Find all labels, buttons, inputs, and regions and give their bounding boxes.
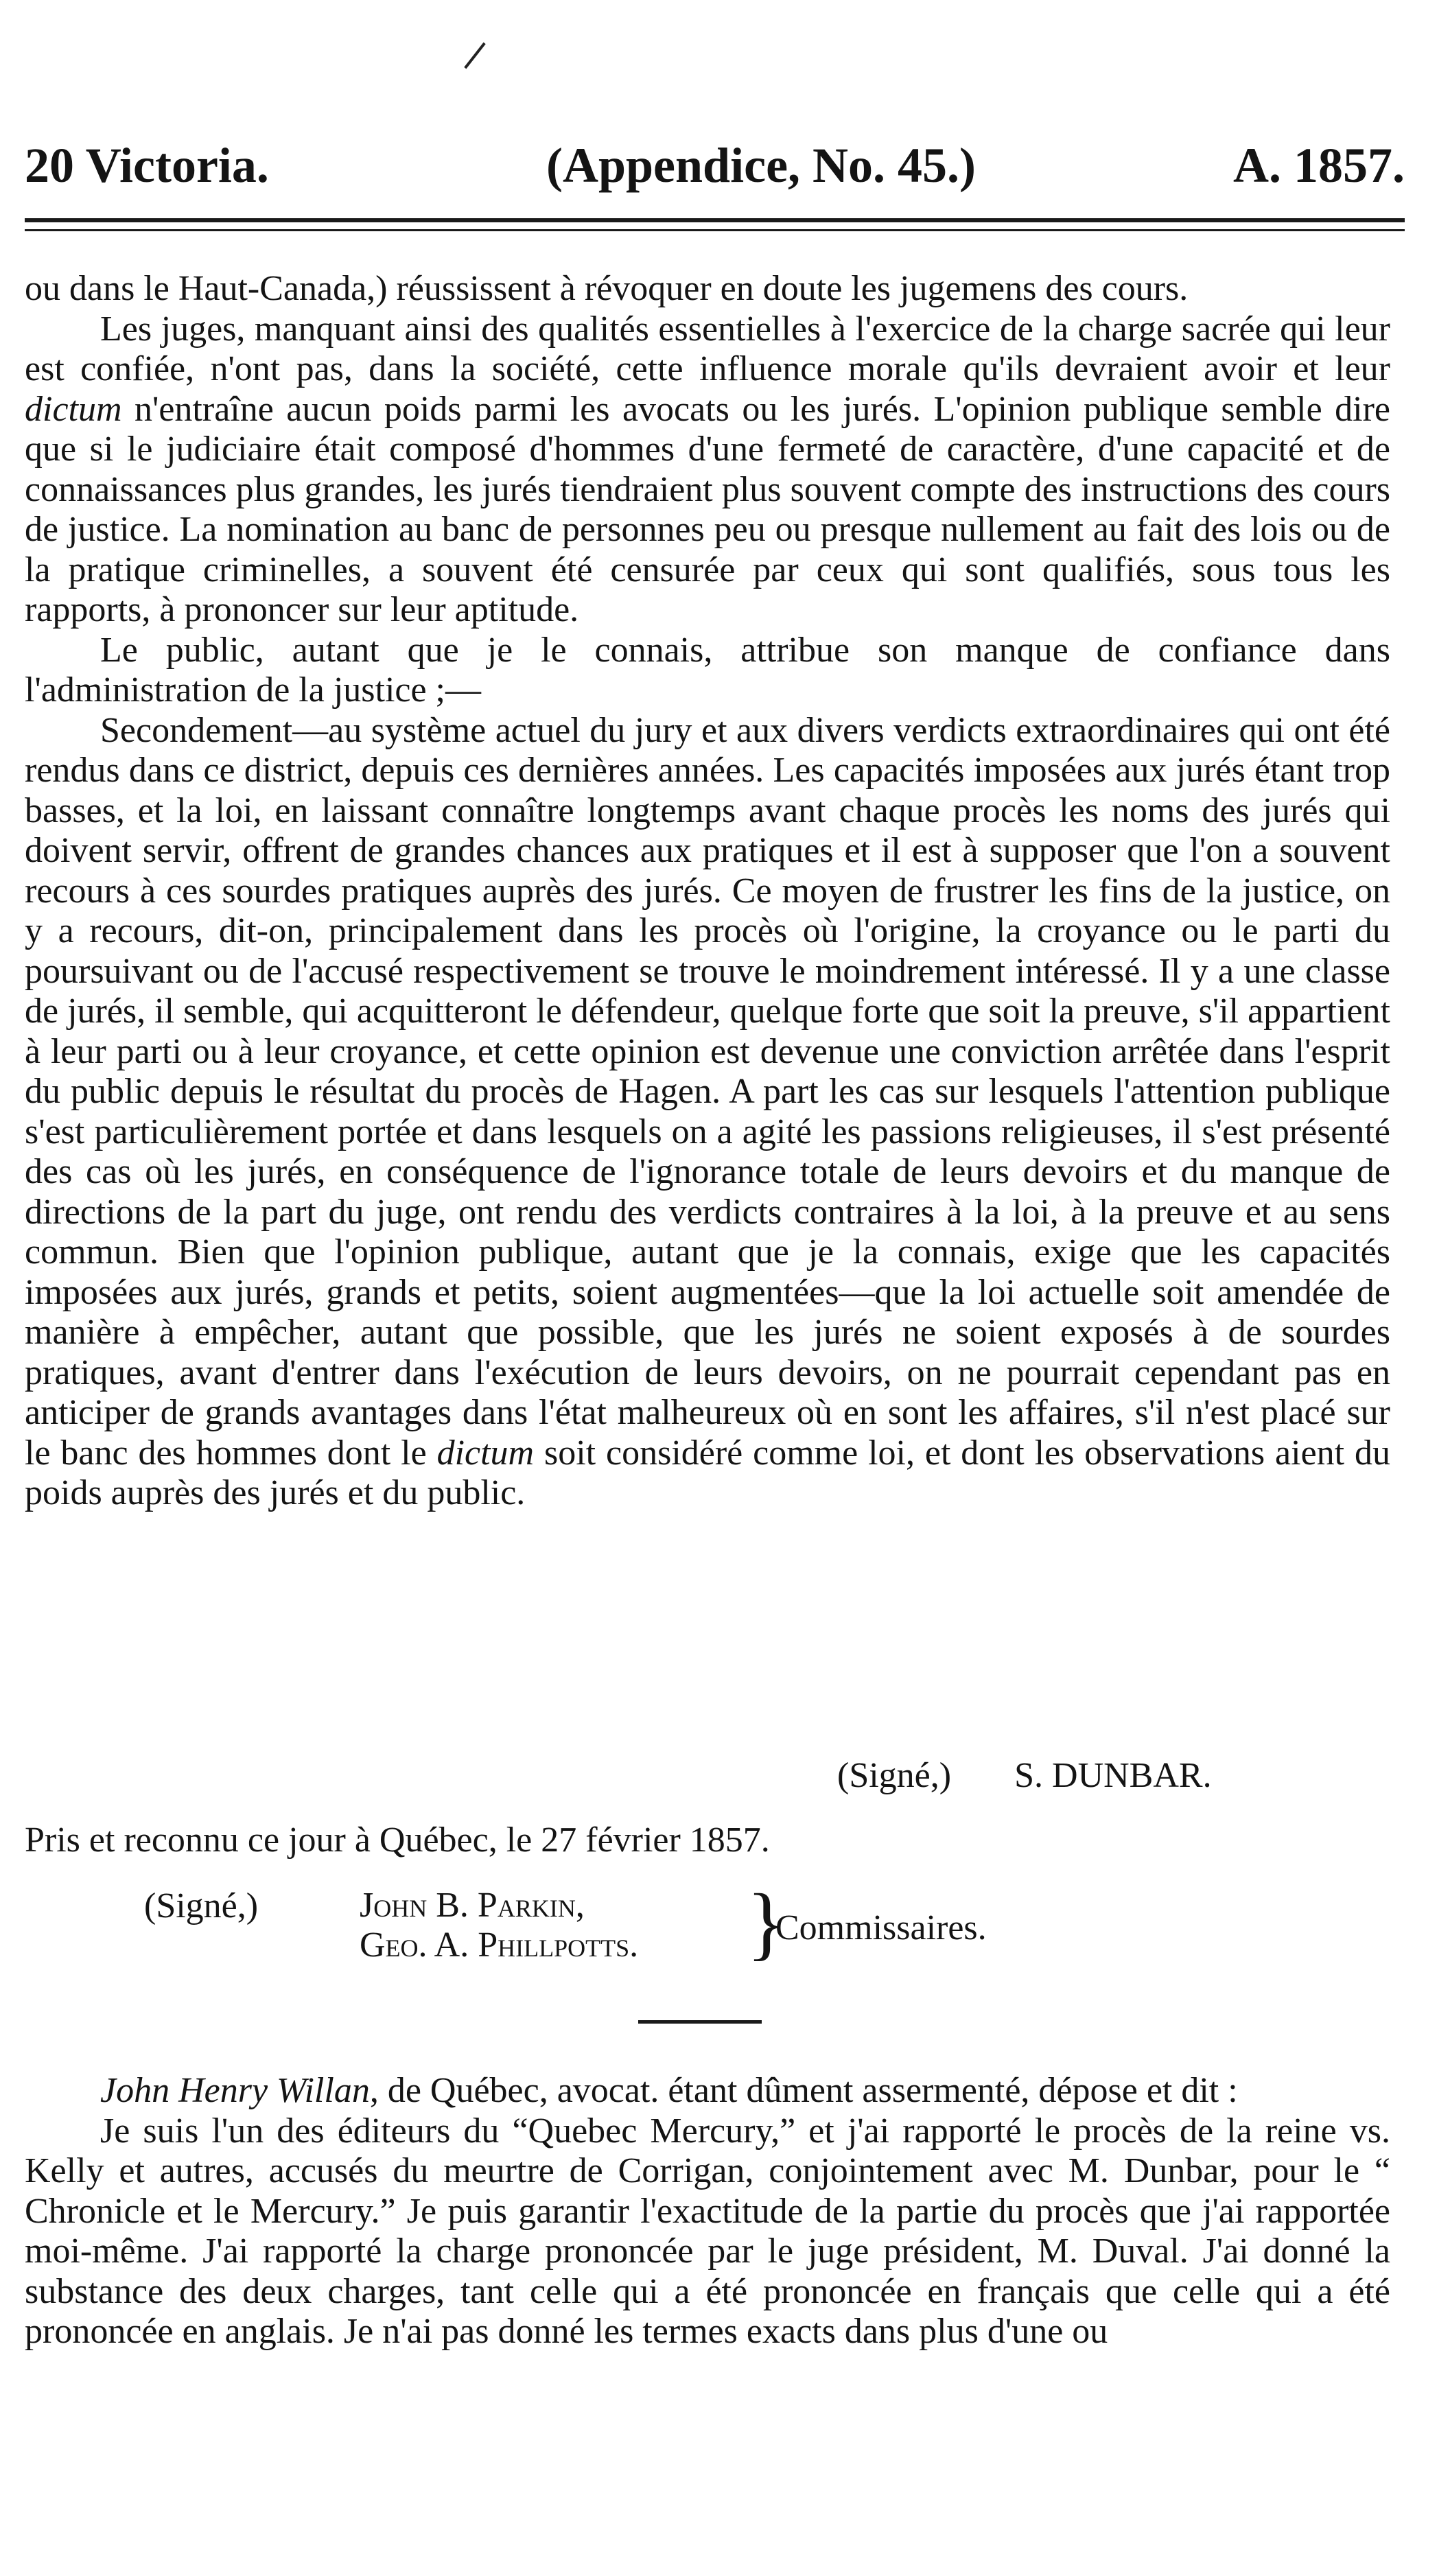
paragraph-line: ou dans le Haut-Canada,) réussissent à révoquer en doute les jugemens des cours. <box>25 269 1189 308</box>
header-left: 20 Victoria. <box>25 138 269 193</box>
signature-name: S. DUNBAR. <box>1014 1756 1212 1795</box>
text-segment: soit considéré comme loi, et dont les observations aient du poids auprès des jurés et du public. <box>25 1433 1390 1512</box>
commissioner-name: John B. Parkin, <box>360 1886 585 1925</box>
commissioners-role: Commissaires. <box>775 1908 987 1947</box>
brace-glyph: } <box>747 1877 786 1968</box>
text-segment: Le public, autant que je le connais, attribue son manque de confiance dans l'administration de la justice ;— <box>25 630 1390 710</box>
commissioner-name: Geo. A. Phillpotts. <box>360 1925 639 1965</box>
deposition-intro <box>25 2071 1390 2111</box>
signature-label: (Signé,) <box>837 1756 952 1795</box>
section-divider <box>638 2020 762 2024</box>
header-right: A. 1857. <box>1233 138 1405 193</box>
text-segment: Les juges, manquant ainsi des qualités essentielles à l'exercice de la charge sacrée qui leur est confiée, n'ont pas, dans la société, cette influence morale qu'ils devraient avoir et leur <box>25 309 1390 388</box>
pencil-tick-mark <box>464 43 485 69</box>
commissioner-names <box>360 1886 638 1965</box>
italic-dictum: dictum <box>25 389 122 429</box>
text-segment: n'entraîne aucun poids parmi les avocats ou les jurés. L'opinion publique semble dire que si le judiciaire était composé d'hommes d'une fermeté de caractère, d'une capacité et de connaissances plus grandes, les jurés tiendraient plus souvent compte des instructions des cours de justice. La nomination au banc de personnes peu ou presque nullement au fait des lois ou de la pratique criminelles, a souvent été censurée par ceux qui sont qualifiés, sous tous les rapports, à prononcer sur leur aptitude. <box>25 389 1390 629</box>
signature-block <box>837 1755 1212 1796</box>
body-text <box>25 269 1390 1514</box>
commissioners-block <box>144 1877 1105 1975</box>
taken-line: Pris et reconnu ce jour à Québec, le 27 février 1857. <box>25 1820 770 1860</box>
commissioners-label: (Signé,) <box>144 1886 259 1925</box>
deposition-paragraph: Je suis l'un des éditeurs du “Quebec Mercury,” et j'ai rapporté le procès de la reine vs. Kelly et autres, accusés du meurtre de Corrigan, conjointement avec M. Dunbar, pour le “ Chronicle et le Mercury.” Je puis garantir l'exactitude de la partie du procès que j'ai rapportée moi-même. J'ai rapporté la charge prononcée par le juge président, M. Duval. J'ai donné la substance des deux charges, tant celle qui a été prononcée en français que celle qui a été prononcée en anglais. Je n'ai pas donné les termes exacts dans plus d'une ou <box>25 2111 1390 2351</box>
paragraph-secondly <box>25 711 1390 1514</box>
text-segment: , de Québec, avocat. étant dûment assermenté, dépose et dit : <box>369 2071 1238 2110</box>
deponent-name: John Henry Willan <box>100 2071 370 2110</box>
paragraph-public <box>25 631 1390 711</box>
header-center: (Appendice, No. 45.) <box>546 138 976 193</box>
text-segment: Secondement—au système actuel du jury et aux divers verdicts extraordinaires qui ont été rendus dans ce district, depuis ces dernières années. Les capacités imposées aux jurés étant trop basses, et la loi, en laissant connaître longtemps avant chaque procès les noms des jurés qui doivent servir, offrent de grandes chances aux pratiques et il est à supposer que l'on a souvent recours à ces sourdes pratiques auprès des jurés. Ce moyen de frustrer les fins de la justice, on y a recours, dit-on, principalement dans les procès où l'origine, la croyance ou le parti du poursuivant ou de l'accusé respectivement se trouve le moindrement intéressé. Il y a une classe de jurés, il semble, qui acquitteront le défendeur, quelque forte que soit la preuve, s'il appartient à leur parti ou à leur croyance, et cette opinion est devenue une conviction arrêtée dans l'esprit du public depuis le résultat du procès de Hagen. A part les cas sur lesquels l'attention publique s'est particulièrement portée et dans lesquels on a agité les passions religieuses, il s'est présenté des cas où les jurés, en conséquence de l'ignorance totale de leurs devoirs et du manque de directions de la part du juge, ont rendu des verdicts contraires à la loi, à la preuve et au sens commun. Bien que l'opinion publique, autant que je la connais, exige que les capacités imposées aux jurés, grands et petits, soient augmentées—que la loi actuelle soit amendée de manière à empêcher, autant que possible, que les jurés ne soient exposés à de sourdes pratiques, avant d'entrer dans l'exécution de leurs devoirs, on ne pourrait cependant pas en anticiper de grands avantages dans l'état malheureux où en sont les affaires, s'il n'est placé sur le banc des hommes dont le <box>25 710 1390 1473</box>
running-header <box>25 137 1405 200</box>
header-rule-thick <box>25 218 1405 222</box>
deposition-text <box>25 2071 1390 2352</box>
header-rule-thin <box>25 229 1405 231</box>
paragraph-judges <box>25 309 1390 631</box>
paragraph-continuation <box>25 269 1390 309</box>
italic-dictum: dictum <box>436 1433 535 1473</box>
